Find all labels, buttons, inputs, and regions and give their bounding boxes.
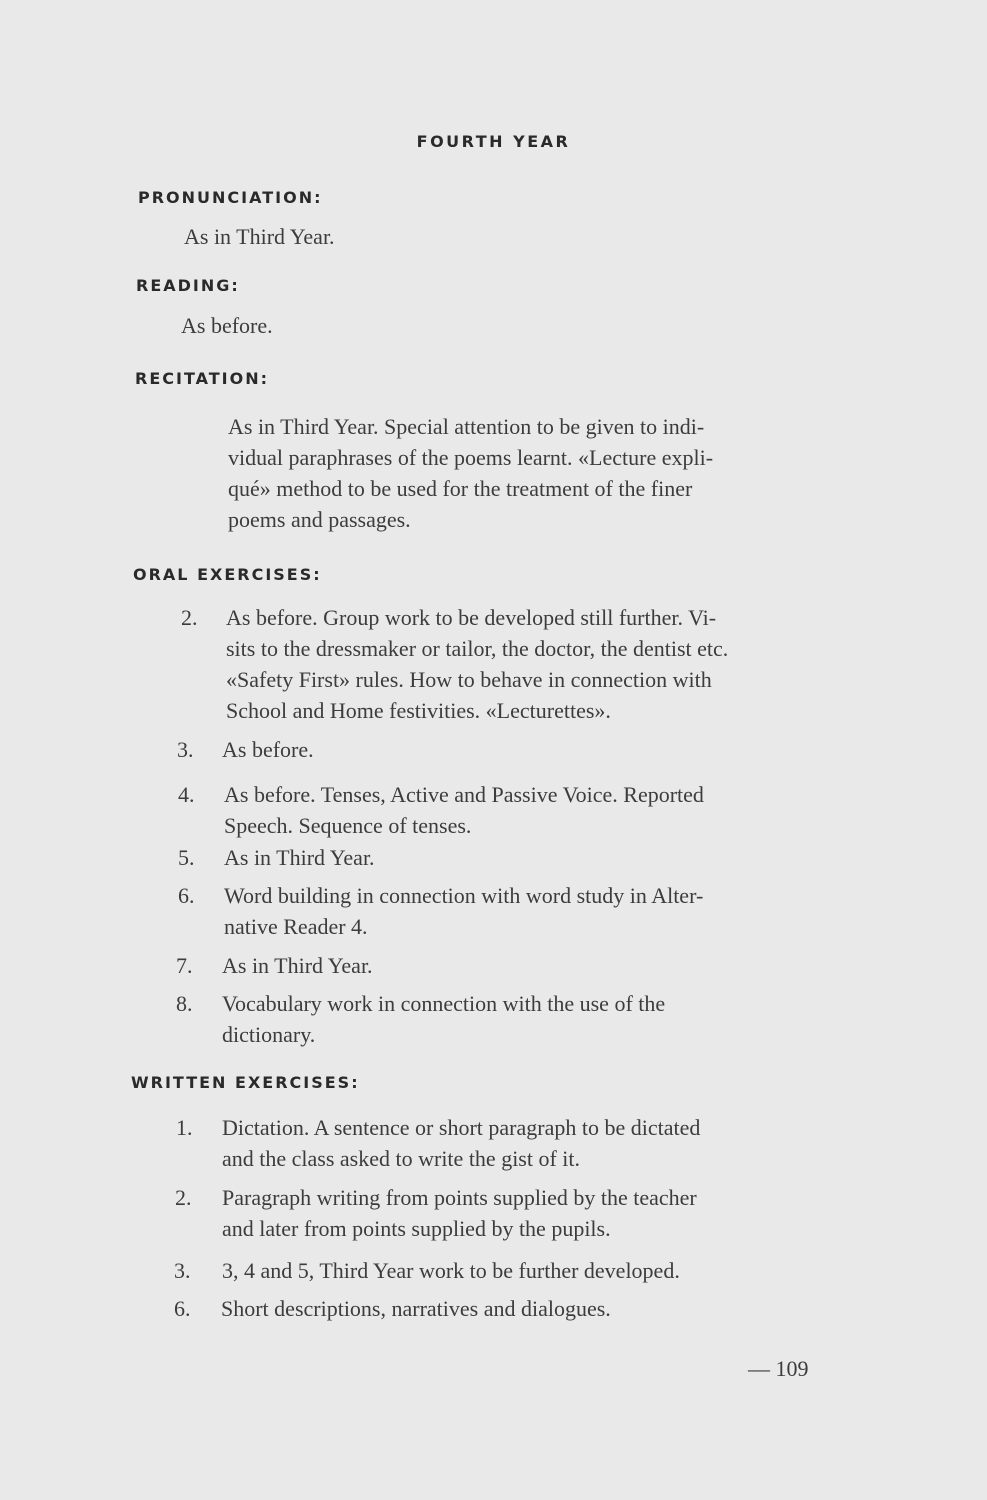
item-text bbox=[222, 1112, 844, 1174]
item-text bbox=[222, 950, 844, 981]
item-number: 2. bbox=[181, 605, 198, 630]
item-line: As before. Group work to be developed still further. Vi- bbox=[226, 605, 717, 630]
item-text bbox=[222, 1182, 844, 1244]
item-number: 3. bbox=[174, 1258, 191, 1283]
item-line: Vocabulary work in connection with the use of the bbox=[222, 991, 666, 1016]
item-number: 3. bbox=[177, 737, 194, 762]
item-line: and later from points supplied by the pupils. bbox=[222, 1216, 611, 1241]
item-line: School and Home festivities. «Lecturettes». bbox=[226, 698, 611, 723]
item-number: 5. bbox=[178, 845, 195, 870]
item-line: Dictation. A sentence or short paragraph to be dictated bbox=[222, 1115, 701, 1140]
recitation-line: qué» method to be used for the treatment of the finer bbox=[228, 476, 693, 501]
item-number: 6. bbox=[174, 1296, 191, 1321]
item-line: Paragraph writing from points supplied by the teacher bbox=[222, 1185, 697, 1210]
item-line: As in Third Year. bbox=[224, 845, 375, 870]
item-text bbox=[222, 988, 844, 1050]
item-line: As before. Tenses, Active and Passive Voice. Reported bbox=[224, 782, 704, 807]
heading-pronunciation: PRONUNCIATION: bbox=[138, 188, 323, 207]
heading-reading: READING: bbox=[136, 276, 240, 295]
item-number: 1. bbox=[176, 1115, 193, 1140]
item-line: As before. bbox=[222, 737, 314, 762]
item-text bbox=[222, 734, 844, 765]
item-line: «Safety First» rules. How to behave in connection with bbox=[226, 667, 712, 692]
item-text bbox=[226, 602, 848, 726]
item-number: 2. bbox=[175, 1185, 192, 1210]
pronunciation-text: As in Third Year. bbox=[184, 224, 335, 249]
recitation-line: poems and passages. bbox=[228, 507, 411, 532]
item-line: native Reader 4. bbox=[224, 914, 368, 939]
reading-text: As before. bbox=[181, 313, 273, 338]
page-number: — 109 bbox=[748, 1356, 809, 1381]
item-line: Short descriptions, narratives and dialogues. bbox=[221, 1296, 611, 1321]
heading-oral-exercises: ORAL EXERCISES: bbox=[133, 565, 322, 584]
heading-written-exercises: WRITTEN EXERCISES: bbox=[131, 1073, 360, 1092]
page-title: FOURTH YEAR bbox=[416, 132, 571, 151]
item-number: 7. bbox=[176, 953, 193, 978]
item-line: dictionary. bbox=[222, 1022, 316, 1047]
item-line: 3, 4 and 5, Third Year work to be further developed. bbox=[222, 1258, 680, 1283]
item-text bbox=[224, 779, 846, 841]
heading-recitation: RECITATION: bbox=[135, 369, 270, 388]
recitation-text bbox=[228, 411, 850, 535]
recitation-line: vidual paraphrases of the poems learnt. «Lecture expli- bbox=[228, 445, 714, 470]
item-number: 6. bbox=[178, 883, 195, 908]
item-number: 4. bbox=[178, 782, 195, 807]
item-line: Word building in connection with word study in Alter- bbox=[224, 883, 704, 908]
item-line: Speech. Sequence of tenses. bbox=[224, 813, 472, 838]
item-text bbox=[222, 1255, 844, 1286]
item-line: sits to the dressmaker or tailor, the doctor, the dentist etc. bbox=[226, 636, 729, 661]
item-text bbox=[224, 880, 846, 942]
item-line: and the class asked to write the gist of it. bbox=[222, 1146, 581, 1171]
item-number: 8. bbox=[176, 991, 193, 1016]
recitation-line: As in Third Year. Special attention to be given to indi- bbox=[228, 414, 705, 439]
item-text bbox=[224, 842, 846, 873]
item-text bbox=[221, 1293, 843, 1324]
item-line: As in Third Year. bbox=[222, 953, 373, 978]
